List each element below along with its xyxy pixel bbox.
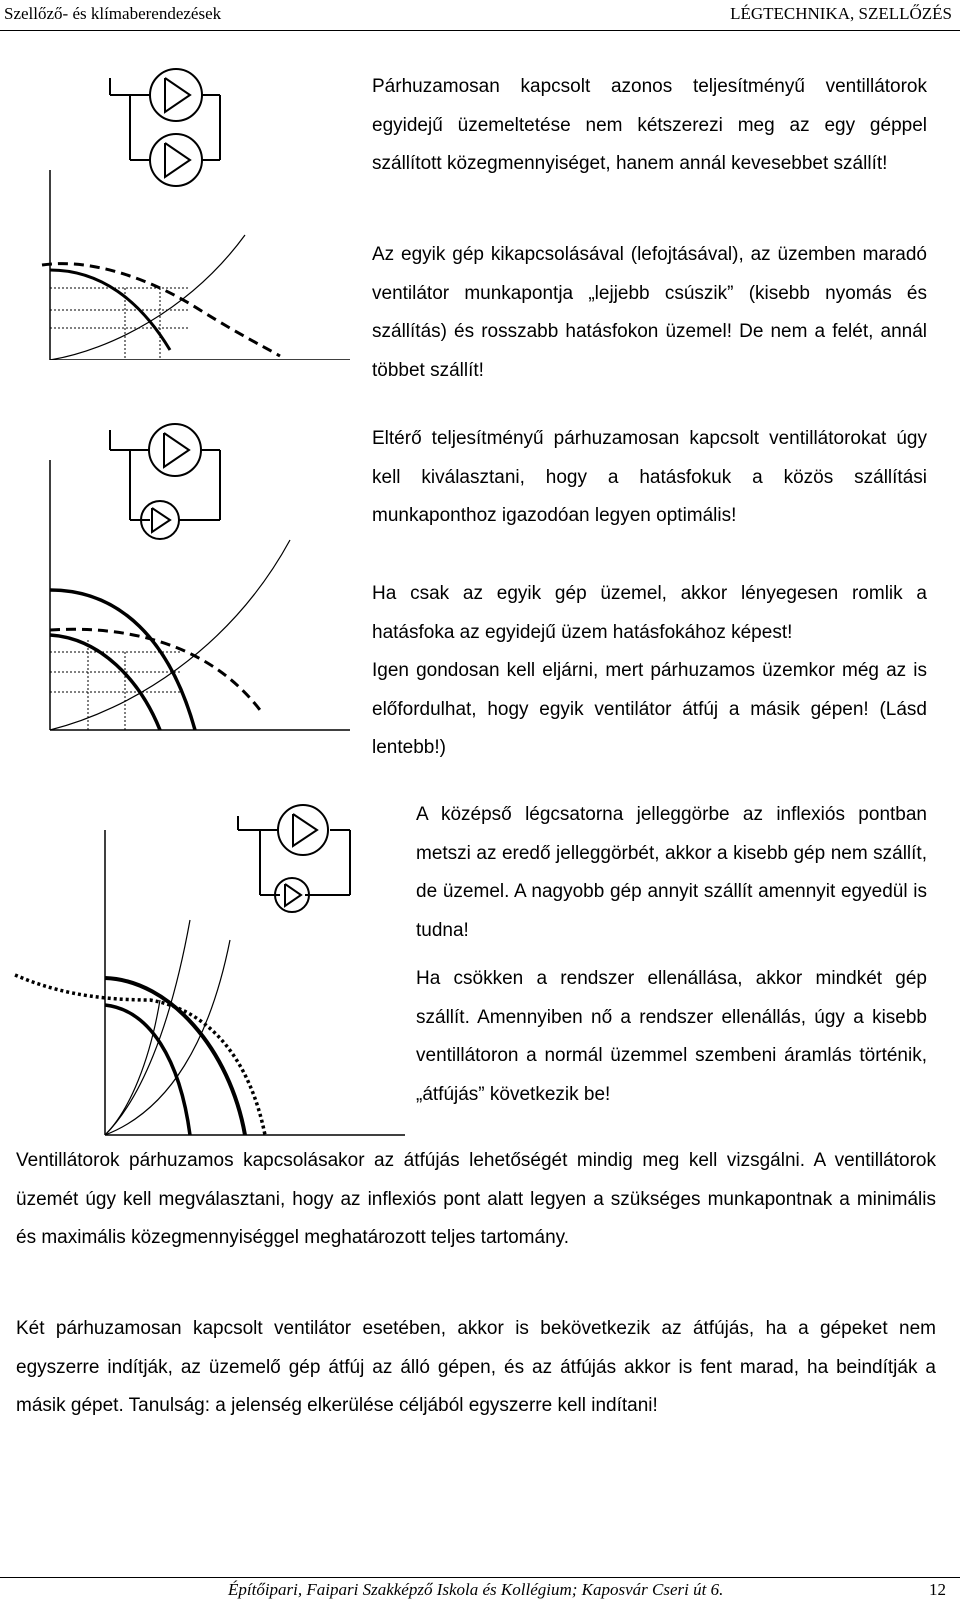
paragraph-6: A középső légcsatorna jelleggörbe az inflexiós pontban metszi az eredő jelleggörbét, akkor a kisebb gép nem szállít, de üzemel. A nagyobb gép annyit szállít amennyit egyedül is tudna!	[416, 804, 927, 941]
characteristic-diagram	[42, 170, 350, 360]
paragraph-9: Két párhuzamosan kapcsolt ventilátor esetében, akkor is bekövetkezik az átfújás, ha a gépeket nem egyszerre indítják, az üzemelő gép átfúj az álló gépen, és az átfújás akkor is fent marad, ha beindítják a másik gépet. Tanulság: a jelenség elkerülése céljából egyszerre kell indítani!	[16, 1318, 936, 1416]
paragraph-1: Párhuzamosan kapcsolt azonos teljesítményű ventillátorok egyidejű üzemeltetése nem kétszerezi meg az egy géppel szállított közegmennyiséget, hanem annál kevesebbet szállít!	[372, 76, 927, 174]
fan-2-icon	[150, 134, 202, 186]
footer-school: Építőipari, Faipari Szakképző Iskola és Kollégium; Kaposvár Cseri út 6.	[228, 1580, 724, 1599]
paragraph-3: Eltérő teljesítményű párhuzamosan kapcsolt ventillátorokat úgy kell kiválasztani, hogy a hatásfokuk a közös szállítási munkaponthoz igazodóan legyen optimális!	[372, 428, 927, 526]
paragraph-5: Igen gondosan kell eljárni, mert párhuzamos üzemkor még az is előfordulhat, hogy egyik ventilátor átfúj a másik gépen! (Lásd lentebb!)	[372, 660, 927, 758]
header-left: Szellőző- és klímaberendezések	[4, 4, 222, 23]
parallel-fan-schematic-3	[238, 805, 350, 912]
header-right: LÉGTECHNIKA, SZELLŐZÉS	[730, 4, 952, 23]
paragraph-4: Ha csak az egyik gép üzemel, akkor lényegesen romlik a hatásfoka az egyidejű üzem hatásfokához képest!	[372, 583, 927, 643]
page-number: 12	[929, 1580, 946, 1599]
page-header	[0, 0, 960, 31]
parallel-fan-schematic	[110, 69, 220, 186]
paragraph-7: Ha csökken a rendszer ellenállása, akkor mindkét gép szállít. Amennyiben nő a rendszer ellenállás, úgy a kisebb ventillátoron a normál üzemmel szembeni áramlás történik, „átfújás” következik be!	[416, 968, 927, 1105]
large-fan-icon	[149, 424, 201, 476]
parallel-fan-schematic-2	[110, 424, 220, 539]
paragraph-2: Az egyik gép kikapcsolásával (lefojtásával), az üzemben maradó ventilátor munkapontja „lejjebb csúszik” (kisebb nyomás és szállítás) és rosszabb hatásfokon üzemel! De nem a felét, annál többet szállít!	[372, 244, 927, 381]
figure-parallel-different-fans	[30, 410, 360, 740]
figure-parallel-identical-fans	[30, 60, 360, 360]
page-footer	[0, 1577, 960, 1602]
paragraph-8: Ventillátorok párhuzamos kapcsolásakor az átfújás lehetőségét mindig meg kell vizsgálni. A ventillátorok üzemét úgy kell megválasztani, hogy az inflexiós pont alatt legyen a szükséges munkapontnak a minimális és maximális közegmennyiséggel meghatározott teljes tartomány.	[16, 1150, 936, 1248]
characteristic-diagram-3	[15, 830, 405, 1135]
figure-blow-through	[10, 800, 410, 1140]
fan-1-icon	[150, 69, 202, 121]
large-fan-icon-3	[278, 805, 328, 855]
small-fan-icon-3	[275, 878, 309, 912]
characteristic-diagram-2	[50, 460, 350, 730]
